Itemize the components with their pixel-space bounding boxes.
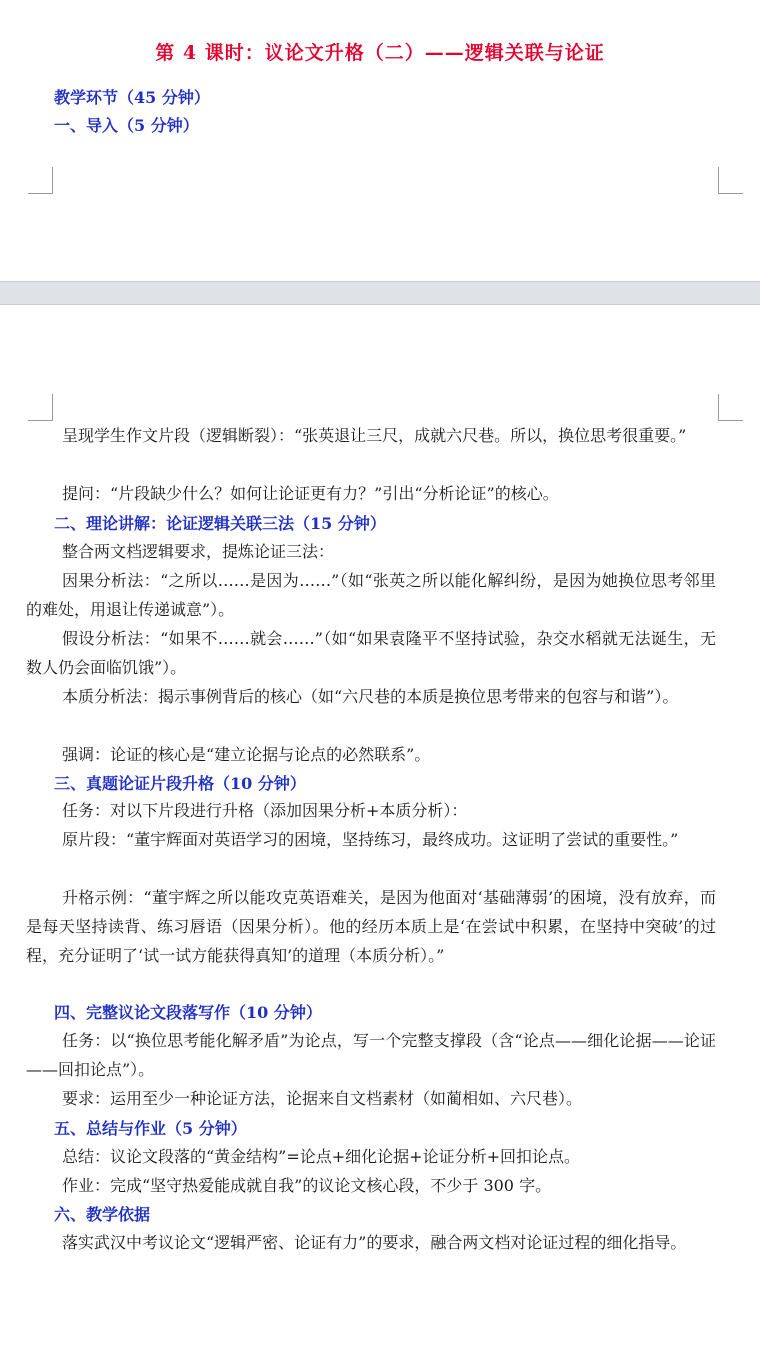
paragraph-teaching-basis: 落实武汉中考议论文“逻辑严密、论证有力”的要求，融合两文档对论证过程的细化指导。 [62, 1233, 687, 1252]
paragraph-requirement: 要求：运用至少一种论证方法，论据来自文档素材（如蔺相如、六尺巷）。 [62, 1089, 583, 1108]
document-page-1 [0, 0, 760, 281]
paragraph-student-sample: 呈现学生作文片段（逻辑断裂）：“张英退让三尺，成就六尺巷。所以，换位思考很重要。” [62, 426, 687, 445]
crop-mark-top-right [718, 167, 743, 194]
document-page-2 [0, 305, 760, 1351]
heading-teaching-basis: 六、教学依据 [54, 1205, 151, 1224]
paragraph-question: 提问：“片段缺少什么？如何让论证更有力？”引出“分析论证”的核心。 [62, 484, 559, 503]
heading-introduction: 一、导入（5 分钟） [54, 116, 199, 135]
paragraph-task: 任务：对以下片段进行升格（添加因果分析+本质分析）： [62, 801, 468, 820]
crop-mark-top-left [28, 167, 53, 194]
lesson-title: 第 4 课时：议论文升格（二）——逻辑关联与论证 [155, 42, 605, 64]
paragraph-original-fragment: 原片段：“董宇辉面对英语学习的困境，坚持练习，最终成功。这证明了尝试的重要性。” [62, 830, 679, 849]
crop-mark-top-left [28, 394, 53, 421]
paragraph-upgrade-example: 升格示例：“董宇辉之所以能攻克英语难关，是因为他面对‘基础薄弱’的困境，没有放弃，而是每天坚持读背、练习唇语（因果分析）。他的经历本质上是‘在尝试中积累，在坚持中突破’的过程，充分证明了‘试一试方能获得真知’的道理（本质分析）。” [26, 888, 716, 965]
paragraph-hypothesis: 假设分析法：“如果不……就会……”（如“如果袁隆平不坚持试验，杂交水稻就无法诞生，无数人仍会面临饥饿”）。 [26, 629, 716, 677]
paragraph-summary: 总结：议论文段落的“黄金结构”=论点+细化论据+论证分析+回扣论点。 [62, 1147, 580, 1166]
paragraph-three-methods: 整合两文档逻辑要求，提炼论证三法： [62, 542, 335, 561]
heading-teaching-steps: 教学环节（45 分钟） [54, 88, 210, 107]
paragraph-writing-task: 任务：以“换位思考能化解矛盾”为论点，写一个完整支撑段（含“论点——细化论据——论证——回扣论点”）。 [26, 1031, 716, 1079]
heading-paragraph-writing: 四、完整议论文段落写作（10 分钟） [54, 1003, 322, 1022]
paragraph-cause-effect: 因果分析法：“之所以……是因为……”（如“张英之所以能化解纠纷，是因为她换位思考邻里的难处，用退让传递诚意”）。 [26, 571, 716, 619]
paragraph-emphasis: 强调：论证的核心是“建立论据与论点的必然联系”。 [62, 745, 431, 764]
page-separator [0, 281, 760, 305]
heading-theory: 二、理论讲解：论证逻辑关联三法（15 分钟） [54, 514, 386, 533]
paragraph-homework: 作业：完成“坚守热爱能成就自我”的议论文核心段，不少于 300 字。 [62, 1176, 552, 1195]
heading-summary-homework: 五、总结与作业（5 分钟） [54, 1119, 247, 1138]
heading-upgrade-practice: 三、真题论证片段升格（10 分钟） [54, 774, 306, 793]
paragraph-essence: 本质分析法：揭示事例背后的核心（如“六尺巷的本质是换位思考带来的包容与和谐”）。 [62, 687, 679, 706]
crop-mark-top-right [718, 394, 743, 421]
